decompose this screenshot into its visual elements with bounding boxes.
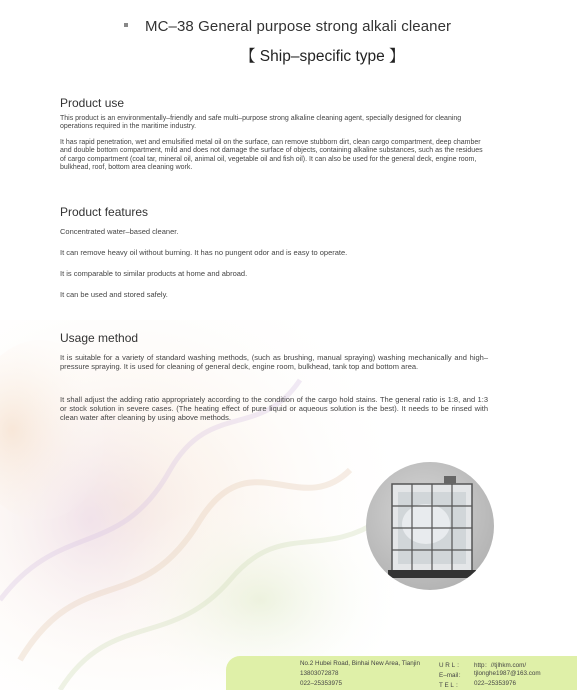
heading-product-use: Product use bbox=[60, 96, 125, 110]
heading-usage-method: Usage method bbox=[60, 331, 139, 345]
page-title: MC–38 General purpose strong alkali cleaner bbox=[145, 18, 452, 35]
usage-paragraph-2: It shall adjust the adding ratio appropriately according to the condition of the cargo hold stains. The general ratio is 1:8, and 1:3 or stock solution in severe cases. (The heating effect of pure liquid or aqueous solution is the best). It needs to be rinsed with clean water after cleaning by using above methods. bbox=[60, 395, 488, 423]
footer-tel-label: T E L ： bbox=[439, 682, 462, 689]
footer-address: No.2 Hubei Road, Binhai New Area, Tianjin bbox=[300, 660, 421, 667]
footer-email-label: E–mail： bbox=[439, 672, 465, 679]
footer-url-label: U R L ： bbox=[439, 662, 463, 669]
usage-paragraph-1: It is suitable for a variety of standard washing methods, (such as brushing, manual spraying) washing mechanically and high–pressure spraying. It is used for cleaning of general deck, engine room, bulkhead, tank top and bottom area. bbox=[60, 353, 488, 372]
heading-product-features: Product features bbox=[60, 205, 149, 219]
product-photo bbox=[366, 462, 494, 590]
ibc-tank-icon bbox=[366, 462, 494, 590]
page-subtitle: 【 Ship–specific type 】 bbox=[240, 48, 405, 65]
footer-phone-2: 022–25353975 bbox=[300, 680, 343, 687]
feature-item: It can remove heavy oil without burning. It has no pungent odor and is easy to operate. bbox=[60, 248, 348, 257]
product-use-paragraph-1: This product is an environmentally–friendly and safe multi–purpose strong alkaline cleaning agent, specially designed for cleaning operations required in the maritime industry. bbox=[60, 115, 462, 131]
footer-email-link[interactable]: tjlonghe1987@163.com bbox=[474, 670, 541, 677]
feature-item: Concentrated water–based cleaner. bbox=[60, 227, 179, 236]
title-bullet bbox=[124, 23, 128, 27]
footer-tel-value: 022–25353976 bbox=[474, 680, 517, 687]
footer-url-link[interactable]: http：//tjlhkm.com/ bbox=[474, 662, 527, 669]
feature-item: It can be used and stored safely. bbox=[60, 290, 168, 299]
product-use-paragraph-2: It has rapid penetration, wet and emulsified metal oil on the surface, can remove stubborn dirt, clean cargo compartment, deep chamber and double bottom compartment, mild and does not damage the surface of objects, containing alkaline substances, such as the residues of cargo compartment (coal tar, mineral oil, animal oil, vegetable oil and fish oil). It can also be used for the general deck, engine room, bulkhead, roof, bottom area cleaning work. bbox=[60, 139, 483, 171]
footer-phone-1: 13803072878 bbox=[300, 670, 339, 677]
feature-item: It is comparable to similar products at home and abroad. bbox=[60, 269, 248, 278]
